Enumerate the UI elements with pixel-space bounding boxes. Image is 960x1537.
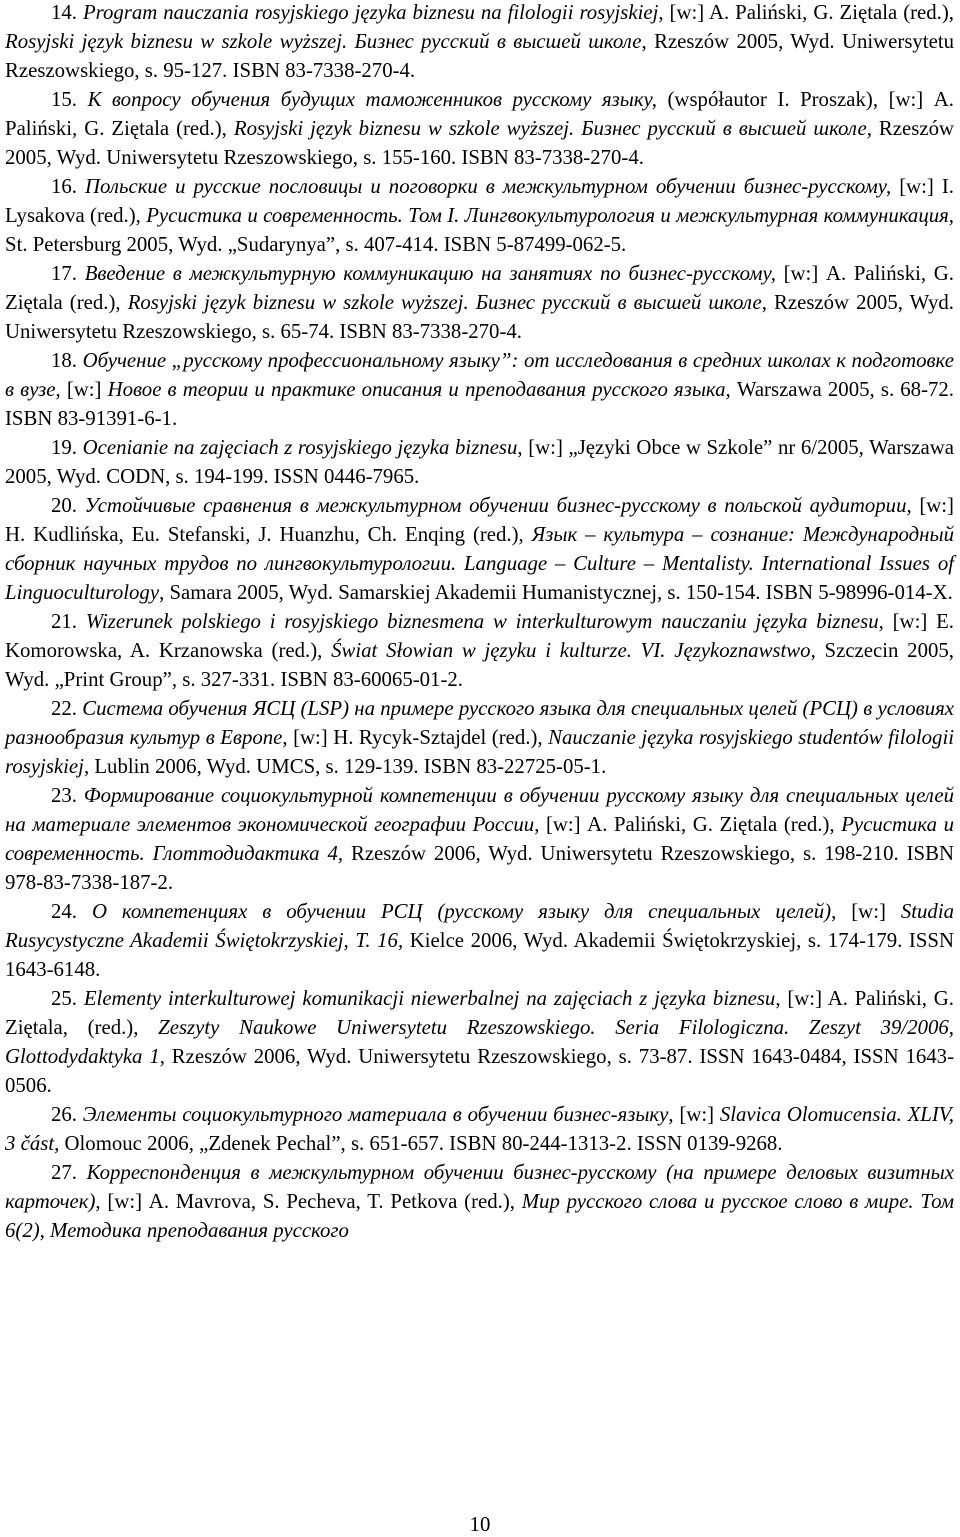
entry-number: 17.	[51, 262, 77, 285]
entry-citation-text: , Warszawa 2005, s. 68-72. ISBN 83-91391-6-1.	[5, 378, 954, 430]
entry-title-text: Введение в межкультурную коммуникацию на занятиях по бизнес-русскому,	[84, 262, 776, 285]
entry-citation-text: , [w:] A. Paliński, G. Ziętala (red.),	[534, 813, 842, 836]
entry-title-text: Язык – культура – сознание: Международный сборник научных трудов по лингвокультурологии. Language – Culture – Mentalisty. International Issues of Linguoculturology	[5, 523, 954, 604]
entry-number: 19.	[51, 436, 77, 459]
entry-number: 22.	[51, 697, 77, 720]
entry-citation-text: [w:] I. Lysakova (red.),	[5, 175, 955, 227]
entry-number: 18.	[51, 349, 77, 372]
entry-title-text: Nauczanie języka rosyjskiego studentów filologii rosyjskiej	[5, 726, 955, 778]
entry-number: 15.	[51, 88, 77, 111]
bibliography-entry	[5, 433, 954, 491]
entry-citation-text: (współautor I. Proszak), [w:] A. Paliński, G. Ziętala (red.),	[5, 88, 955, 140]
entry-title-text: Świat Słowian w języku i kulturze. VI. Językoznawstwo	[331, 639, 811, 662]
entry-title-text: Rosyjski język biznesu w szkole wyższej. Бизнес русский в высшей школе	[233, 117, 867, 140]
entry-number: 23.	[51, 784, 77, 807]
entry-title-text: О компетенциях в обучении РСЦ (русскому языку для специальных целей)	[91, 900, 832, 923]
entry-citation-text: Kielce 2006, Wyd. Akademii Świętokrzyskiej, s. 174-179. ISSN 1643-6148.	[5, 929, 954, 981]
entry-citation-text: , St. Petersburg 2005, Wyd. „Sudarynya”, s. 407-414. ISBN 5-87499-062-5.	[5, 204, 954, 256]
bibliography-entry	[5, 607, 954, 694]
entry-number: 21.	[51, 610, 77, 633]
bibliography-entry	[5, 491, 954, 607]
entry-title-text: Устойчивые сравнения в межкультурном обучении бизнес-русскому в польской аудитории,	[84, 494, 912, 517]
entry-citation-text: , [w:] „Języki Obce w Szkole” nr 6/2005, Warszawa 2005, Wyd. CODN, s. 194-199. ISSN 0446-7965.	[5, 436, 955, 488]
entry-title-text: Формирование социокультурной компетенции в обучении русскому языку для специальных целей на материале элементов экономической географии России	[5, 784, 955, 836]
bibliography-entry	[5, 259, 954, 346]
entry-citation-text: , Samara 2005, Wyd. Samarskiej Akademii Humanistycznej, s. 150-154. ISBN 5-98996-014-X.	[159, 581, 953, 604]
entry-title-text: Корреспонденция в межкультурном обучении бизнес-русскому (на примере деловых визитных карточек)	[5, 1161, 954, 1213]
bibliography-entry	[5, 85, 954, 172]
entry-title-text: Elementy interkulturowej komunikacji niewerbalnej na zajęciach z języka biznesu	[83, 987, 776, 1010]
entry-title-text: Slavica Olomucensia. XLIV, 3 část,	[5, 1103, 954, 1155]
entry-title-text: Program nauczania rosyjskiego języka biznesu na filologii rosyjskiej,	[82, 1, 664, 24]
entry-title-text: Обучение „русскому профессиональному языку”: от исследования в средних школах к подготовке в вузе	[5, 349, 954, 401]
entry-title-text: Русистика и современность. Том I. Лингвокультурология и межкультурная коммуникация	[146, 204, 949, 227]
bibliography-entry	[5, 346, 954, 433]
entry-title-text: Польские и русские пословицы и поговорки в межкультурном обучении бизнес-русскому,	[85, 175, 892, 198]
entry-title-text: Wizerunek polskiego i rosyjskiego biznesmena w interkulturowym nauczaniu języka biznesu	[85, 610, 879, 633]
entry-citation-text: , [w:]	[831, 900, 901, 923]
bibliography-entry	[5, 897, 954, 984]
entry-citation-text: Olomouc 2006, „Zdenek Pechal”, s. 651-657. ISBN 80-244-1313-2. ISSN 0139-9268.	[59, 1132, 783, 1155]
bibliography-entry	[5, 1158, 954, 1245]
entry-number: 16.	[51, 175, 77, 198]
entry-number: 26.	[51, 1103, 77, 1126]
entry-title-text: Русистика и современность. Глоттодидактика 4	[5, 813, 954, 865]
entry-citation-text: , [w:] H. Rycyk-Sztajdel (red.),	[282, 726, 549, 749]
entry-citation-text: , Rzeszów 2005, Wyd. Uniwersytetu Rzeszowskiego, s. 65-74. ISBN 83-7338-270-4.	[5, 291, 955, 343]
entry-citation-text: , [w:]	[668, 1103, 720, 1126]
entry-title-text: К вопросу обучения будущих таможенников русскому языку,	[87, 88, 657, 111]
entry-citation-text: , [w:] A. Paliński, G. Ziętala, (red.),	[5, 987, 955, 1039]
entry-title-text: Zeszyty Naukowe Uniwersytetu Rzeszowskiego. Seria Filologiczna. Zeszyt 39/2006, Glottodydaktyka 1	[5, 1016, 954, 1068]
entry-number: 25.	[51, 987, 77, 1010]
bibliography-entry	[5, 172, 954, 259]
entry-citation-text: , Rzeszów 2005, Wyd. Uniwersytetu Rzeszowskiego, s. 95-127. ISBN 83-7338-270-4.	[5, 30, 954, 82]
entry-citation-text: , Rzeszów 2006, Wyd. Uniwersytetu Rzeszowskiego, s. 198-210. ISBN 978-83-7338-187-2.	[5, 842, 954, 894]
entry-title-text: Rosyjski język biznesu w szkole wyższej. Бизнес русский в высшей школе	[127, 291, 762, 314]
bibliography-entry	[5, 1100, 954, 1158]
entry-citation-text: [w:] A. Paliński, G. Ziętala (red.),	[5, 262, 954, 314]
entry-citation-text: , Rzeszów 2006, Wyd. Uniwersytetu Rzeszowskiego, s. 73-87. ISSN 1643-0484, ISSN 1643-0506.	[5, 1045, 954, 1097]
entry-citation-text: , [w:]	[55, 378, 108, 401]
entry-citation-text: [w:] A. Paliński, G. Ziętala (red.),	[663, 1, 954, 24]
bibliography-entry	[5, 984, 954, 1100]
entry-citation-text: , [w:] E. Komorowska, A. Krzanowska (red.),	[5, 610, 954, 662]
entry-citation-text: , Szczecin 2005, Wyd. „Print Group”, s. 327-331. ISBN 83-60065-01-2.	[5, 639, 954, 691]
entry-title-text: Мир русского слова и русское слово в мире. Том 6(2), Методика преподавания русского	[5, 1190, 955, 1242]
entry-number: 24.	[51, 900, 77, 923]
entry-citation-text: , Lublin 2006, Wyd. UMCS, s. 129-139. ISBN 83-22725-05-1.	[83, 755, 607, 778]
entry-title-text: Studia Rusycystyczne Akademii Świętokrzyskiej, T. 16,	[5, 900, 954, 952]
bibliography-entry	[5, 694, 954, 781]
entry-title-text: Новое в теории и практике описания и преподавания русского языка	[107, 378, 726, 401]
entry-citation-text: , Rzeszów 2005, Wyd. Uniwersytetu Rzeszowskiego, s. 155-160. ISBN 83-7338-270-4.	[5, 117, 954, 169]
entry-number: 14.	[51, 1, 77, 24]
entry-citation-text: [w:] H. Kudlińska, Eu. Stefanski, J. Huanzhu, Ch. Enqing (red.),	[5, 494, 954, 546]
bibliography-entry	[5, 781, 954, 897]
entry-title-text: Ocenianie na zajęciach z rosyjskiego języka biznesu	[82, 436, 518, 459]
page-number: 10	[469, 1513, 491, 1536]
entry-title-text: Rosyjski język biznesu w szkole wyższej. Бизнес русский в высшей школе	[5, 30, 642, 53]
entry-citation-text: , [w:] A. Mavrova, S. Pecheva, T. Petkova (red.),	[95, 1190, 522, 1213]
entry-title-text: Система обучения ЯСЦ (LSP) на примере русского языка для специальных целей (РСЦ) в условиях разнообразия культур в Европе	[5, 697, 954, 749]
entry-number: 27.	[51, 1161, 77, 1184]
entry-title-text: Элементы социокультурного материала в обучении бизнес-языку	[82, 1103, 669, 1126]
bibliography-entry	[5, 0, 954, 85]
bibliography-list	[5, 0, 954, 1245]
entry-number: 20.	[51, 494, 77, 517]
